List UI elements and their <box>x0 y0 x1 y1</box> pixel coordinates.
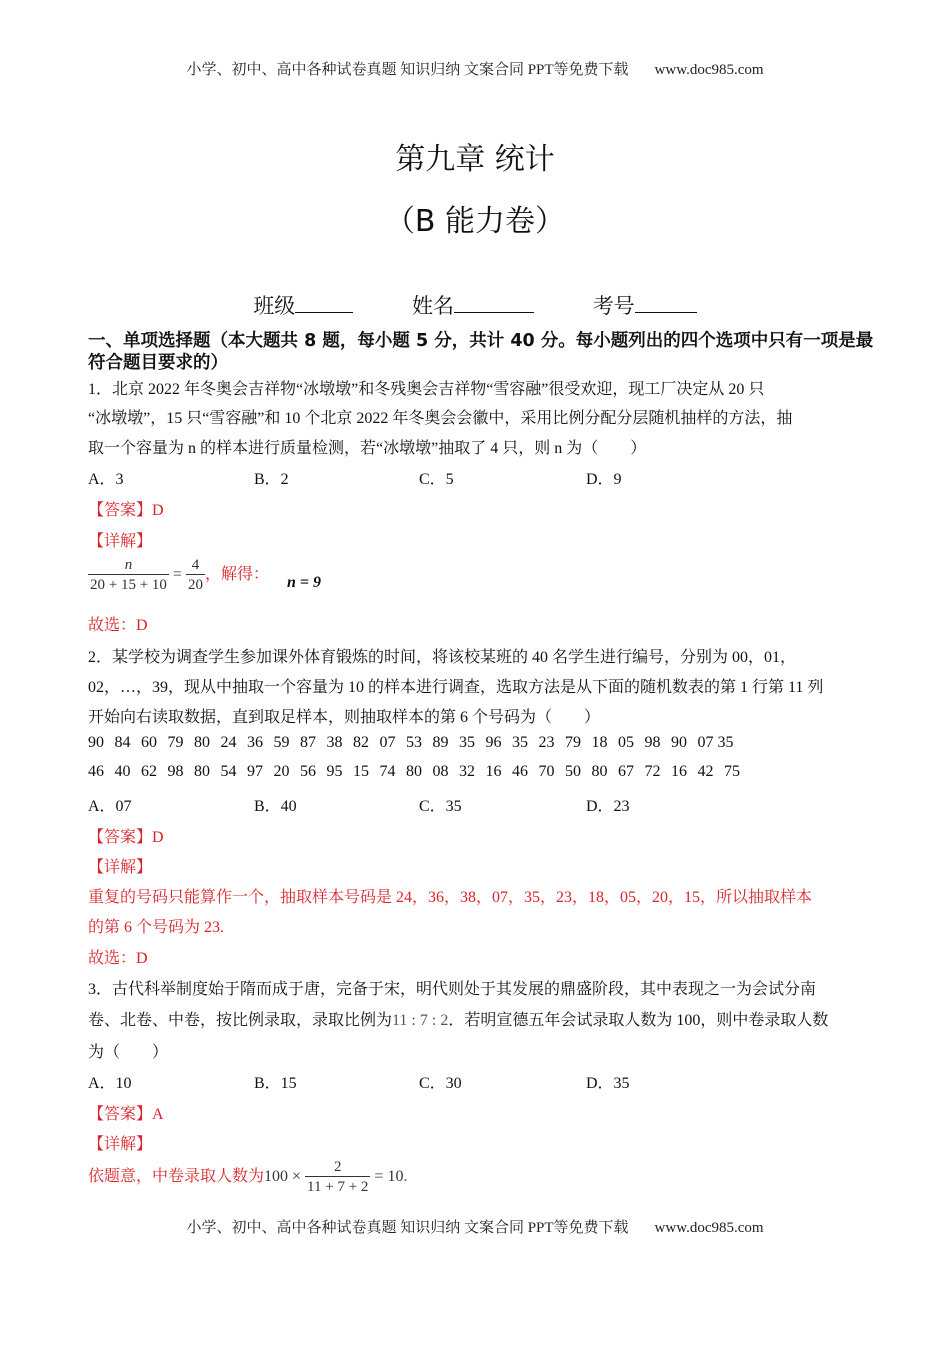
q2-detail-label: 【详解】 <box>88 859 153 876</box>
random-number-cell: 07 35 <box>697 734 734 751</box>
footer-text: 小学、初中、高中各种试卷真题 知识归纳 文案合同 PPT等免费下载 <box>186 1220 629 1236</box>
q3-line-3: 为（ ） <box>88 1044 169 1061</box>
q3-line-1: 3．古代科举制度始于隋而成于唐，完备于宋，明代则处于其发展的鼎盛阶段，其中表现之一为会试分南 <box>88 981 817 998</box>
random-number-cell: 24 <box>220 734 237 751</box>
random-number-row-1 <box>88 734 744 752</box>
student-info-fields <box>0 290 950 320</box>
random-number-cell: 79 <box>167 734 184 751</box>
random-number-cell: 95 <box>326 763 343 780</box>
q3-option-a[interactable]: A．10 <box>88 1075 132 1092</box>
q1-answer: 【答案】D <box>88 502 164 519</box>
random-number-cell: 32 <box>459 763 475 780</box>
random-number-cell: 62 <box>141 763 157 780</box>
q3-solution: 依题意，中卷录取人数为100 × $\frac{2}{11 + 7 + 2}$ = 10. <box>88 1159 408 1195</box>
q1-option-b[interactable]: B．2 <box>254 471 289 488</box>
random-number-cell: 79 <box>565 734 581 751</box>
name-field[interactable]: 姓名 <box>412 290 534 320</box>
q1-choice: 故选：D <box>88 617 148 634</box>
random-number-cell: 50 <box>565 763 581 780</box>
q2-option-d[interactable]: D．23 <box>586 798 630 815</box>
random-number-cell: 36 <box>247 734 263 751</box>
random-number-cell: 05 <box>618 734 634 751</box>
q1-fraction-2: $\frac{4}{20}$ <box>187 557 203 593</box>
random-number-cell: 80 <box>194 734 210 751</box>
q1-line-2: “冰墩墩”，15 只“雪容融”和 10 个北京 2022 年冬奥会会徽中，采用比例分配分层随机抽样的方法，抽 <box>88 410 793 427</box>
q3-option-c[interactable]: C．30 <box>419 1075 462 1092</box>
random-number-cell: 74 <box>379 763 396 780</box>
q1-result: n = 9 <box>286 574 321 592</box>
random-number-cell: 53 <box>406 734 422 751</box>
random-number-cell: 56 <box>300 763 316 780</box>
random-number-cell: 97 <box>247 763 263 780</box>
random-number-cell: 72 <box>644 763 661 780</box>
q2-option-c[interactable]: C．35 <box>419 798 462 815</box>
random-number-cell: 16 <box>485 763 502 780</box>
random-number-cell: 15 <box>353 763 369 780</box>
random-number-cell: 54 <box>220 763 237 780</box>
q1-fraction-1: $\frac{n}{20 + 15 + 10}$ <box>90 557 167 593</box>
random-number-cell: 80 <box>194 763 210 780</box>
q2-line-1: 2．某学校为调查学生参加课外体育锻炼的时间，将该校某班的 40 名学生进行编号，分别为 00，01， <box>88 649 797 666</box>
header-text: 小学、初中、高中各种试卷真题 知识归纳 文案合同 PPT等免费下载 <box>186 62 629 78</box>
section-heading: 一、单项选择题（本大题共 8 题，每小题 5 分，共计 40 分。每小题列出的四个选项中只有一项是最符合题目要求的） <box>88 331 874 373</box>
q1-option-c[interactable]: C．5 <box>419 471 454 488</box>
random-number-cell: 80 <box>406 763 422 780</box>
q1-solution: $\frac{n}{20 + 15 + 10}$ = $\frac{4}{20}$ ，解得： n = 9 <box>90 557 321 593</box>
q1-detail-label: 【详解】 <box>88 533 153 550</box>
random-number-cell: 70 <box>538 763 555 780</box>
name-blank[interactable] <box>454 292 534 313</box>
random-number-cell: 90 <box>671 734 687 751</box>
page-subtitle: （B 能力卷） <box>384 204 566 239</box>
q2-answer: 【答案】D <box>88 829 164 846</box>
q1-option-a[interactable]: A．3 <box>88 471 124 488</box>
exam-id-blank[interactable] <box>635 292 697 313</box>
random-number-cell: 67 <box>618 763 634 780</box>
q2-option-a[interactable]: A．07 <box>88 798 132 815</box>
q2-solution-line-2: 的第 6 个号码为 23. <box>88 919 225 936</box>
q3-answer: 【答案】A <box>88 1106 164 1123</box>
class-field[interactable]: 班级 <box>253 290 353 320</box>
random-number-cell: 84 <box>114 734 131 751</box>
q1-line-3: 取一个容量为 n 的样本进行质量检测，若“冰墩墩”抽取了 4 只，则 n 为（ ） <box>88 440 647 457</box>
random-number-cell: 35 <box>512 734 528 751</box>
random-number-cell: 89 <box>432 734 449 751</box>
random-number-cell: 18 <box>591 734 608 751</box>
q3-line-2: 卷、北卷、中卷，按比例录取，录取比例为11 : 7 : 2．若明宣德五年会试录取人数为 100，则中卷录取人数 <box>88 1012 829 1029</box>
random-number-cell: 07 <box>379 734 396 751</box>
q1-option-d[interactable]: D．9 <box>586 471 622 488</box>
random-number-cell: 16 <box>671 763 687 780</box>
q1-line-1: 1．北京 2022 年冬奥会吉祥物“冰墩墩”和冬残奥会吉祥物“雪容融”很受欢迎，现工厂决定从 20 只 <box>88 381 765 398</box>
q2-line-3: 开始向右读取数据，直到取足样本，则抽取样本的第 6 个号码为（ ） <box>88 709 601 726</box>
random-number-cell: 23 <box>538 734 555 751</box>
page-title: 第九章 统计 <box>395 142 555 177</box>
random-number-cell: 59 <box>273 734 290 751</box>
page-footer <box>0 1216 950 1237</box>
random-number-cell: 98 <box>167 763 184 780</box>
q3-detail-label: 【详解】 <box>88 1136 153 1153</box>
q2-choice: 故选：D <box>88 950 148 967</box>
class-blank[interactable] <box>295 292 353 313</box>
random-number-cell: 80 <box>591 763 608 780</box>
random-number-cell: 46 <box>512 763 528 780</box>
random-number-cell: 08 <box>432 763 449 780</box>
page-header <box>0 58 950 79</box>
footer-site-link[interactable]: www.doc985.com <box>654 1220 764 1236</box>
header-site-link[interactable]: www.doc985.com <box>654 62 764 78</box>
exam-id-field[interactable]: 考号 <box>593 290 697 320</box>
random-number-cell: 35 <box>459 734 475 751</box>
random-number-cell: 40 <box>114 763 131 780</box>
random-number-row-2 <box>88 763 751 781</box>
random-number-cell: 38 <box>326 734 343 751</box>
random-number-cell: 75 <box>724 763 740 780</box>
ratio-expression: 11 : 7 : 2 <box>392 1012 449 1029</box>
q3-option-d[interactable]: D．35 <box>586 1075 630 1092</box>
random-number-cell: 98 <box>644 734 661 751</box>
random-number-cell: 90 <box>88 734 104 751</box>
q3-fraction: $\frac{2}{11 + 7 + 2}$ <box>307 1159 369 1195</box>
random-number-cell: 60 <box>141 734 157 751</box>
random-number-cell: 96 <box>485 734 502 751</box>
random-number-cell: 42 <box>697 763 714 780</box>
q2-solution-line-1: 重复的号码只能算作一个，抽取样本号码是 24，36，38，07，35，23，18，05，20，15，所以抽取样本 <box>88 889 813 906</box>
random-number-cell: 87 <box>300 734 316 751</box>
random-number-cell: 20 <box>273 763 290 780</box>
random-number-cell: 46 <box>88 763 104 780</box>
random-number-cell: 82 <box>353 734 369 751</box>
q2-option-b[interactable]: B．40 <box>254 798 297 815</box>
q2-line-2: 02，…，39，现从中抽取一个容量为 10 的样本进行调查，选取方法是从下面的随机数表的第 1 行第 11 列 <box>88 679 824 696</box>
q3-option-b[interactable]: B．15 <box>254 1075 297 1092</box>
